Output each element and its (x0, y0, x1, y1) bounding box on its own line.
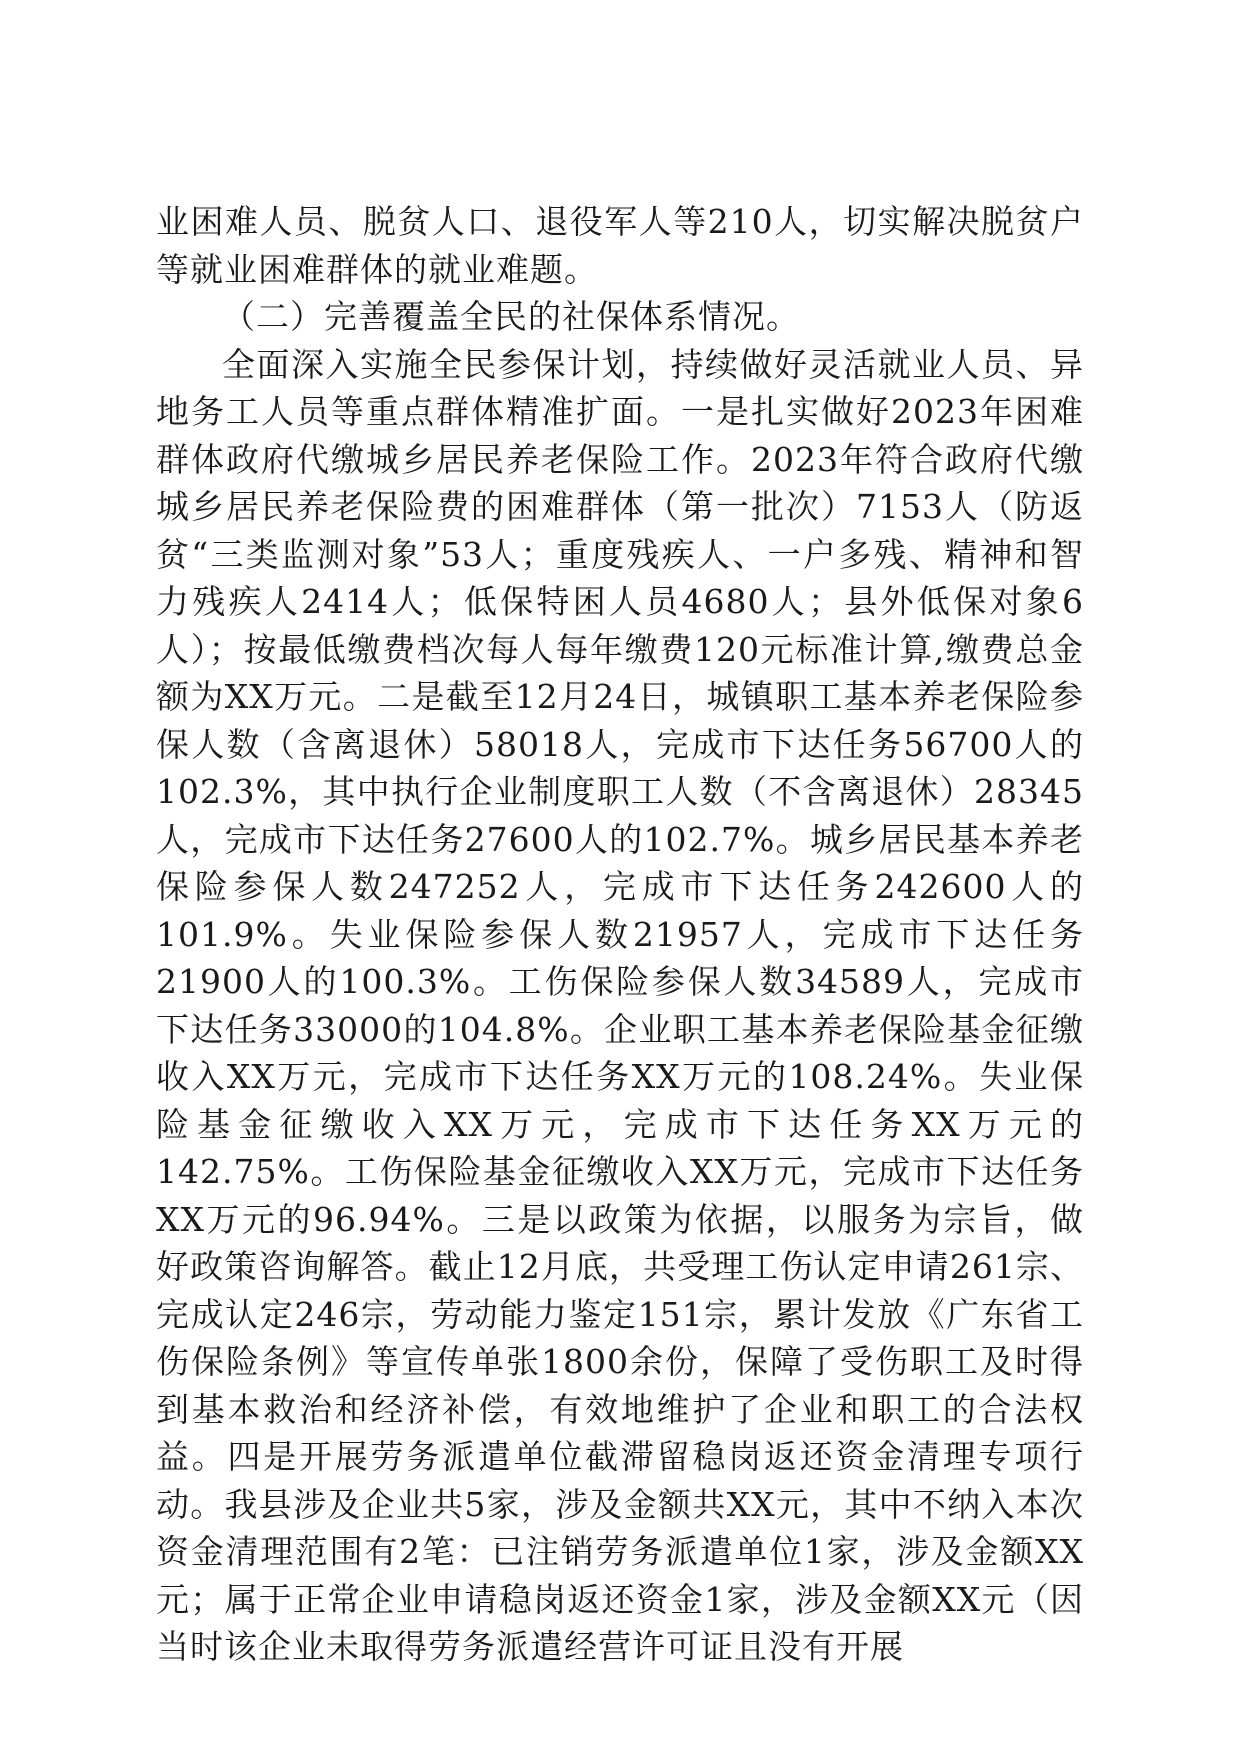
body-paragraph: 全面深入实施全民参保计划，持续做好灵活就业人员、异地务工人员等重点群体精准扩面。一是扎实做好2023年困难群体政府代缴城乡居民养老保险工作。2023年符合政府代缴城乡居民养老保险费的困难群体（第一批次）7153人（防返贫“三类监测对象”53人；重度残疾人、一户多残、精神和智力残疾人2414人；低保特困人员4680人；县外低保对象6人）；按最低缴费档次每人每年缴费120元标准计算,缴费总金额为XX万元。二是截至12月24日，城镇职工基本养老保险参保人数（含离退休）58018人，完成市下达任务56700人的102.3%，其中执行企业制度职工人数（不含离退休）28345人，完成市下达任务27600人的102.7%。城乡居民基本养老保险参保人数247252人，完成市下达任务242600人的101.9%。失业保险参保人数21957人，完成市下达任务21900人的100.3%。工伤保险参保人数34589人，完成市下达任务33000的104.8%。企业职工基本养老保险基金征缴收入XX万元，完成市下达任务XX万元的108.24%。失业保险基金征缴收入XX万元，完成市下达任务XX万元的142.75%。工伤保险基金征缴收入XX万元，完成市下达任务XX万元的96.94%。三是以政策为依据，以服务为宗旨，做好政策咨询解答。截止12月底，共受理工伤认定申请261宗、完成认定246宗，劳动能力鉴定151宗，累计发放《广东省工伤保险条例》等宣传单张1800余份，保障了受伤职工及时得到基本救治和经济补偿，有效地维护了企业和职工的合法权益。四是开展劳务派遣单位截滞留稳岗返还资金清理专项行动。我县涉及企业共5家，涉及金额共XX元，其中不纳入本次资金清理范围有2笔：已注销劳务派遣单位1家，涉及金额XX元；属于正常企业申请稳岗返还资金1家，涉及金额XX元（因当时该企业未取得劳务派遣经营许可证且没有开展 (156, 344, 1084, 1666)
document-body (156, 198, 1084, 1671)
section-heading: （二）完善覆盖全民的社保体系情况。 (222, 297, 800, 336)
paragraph-continued: 业困难人员、脱贫人口、退役军人等210人，切实解决脱贫户等就业困难群体的就业难题。 (156, 202, 1084, 289)
